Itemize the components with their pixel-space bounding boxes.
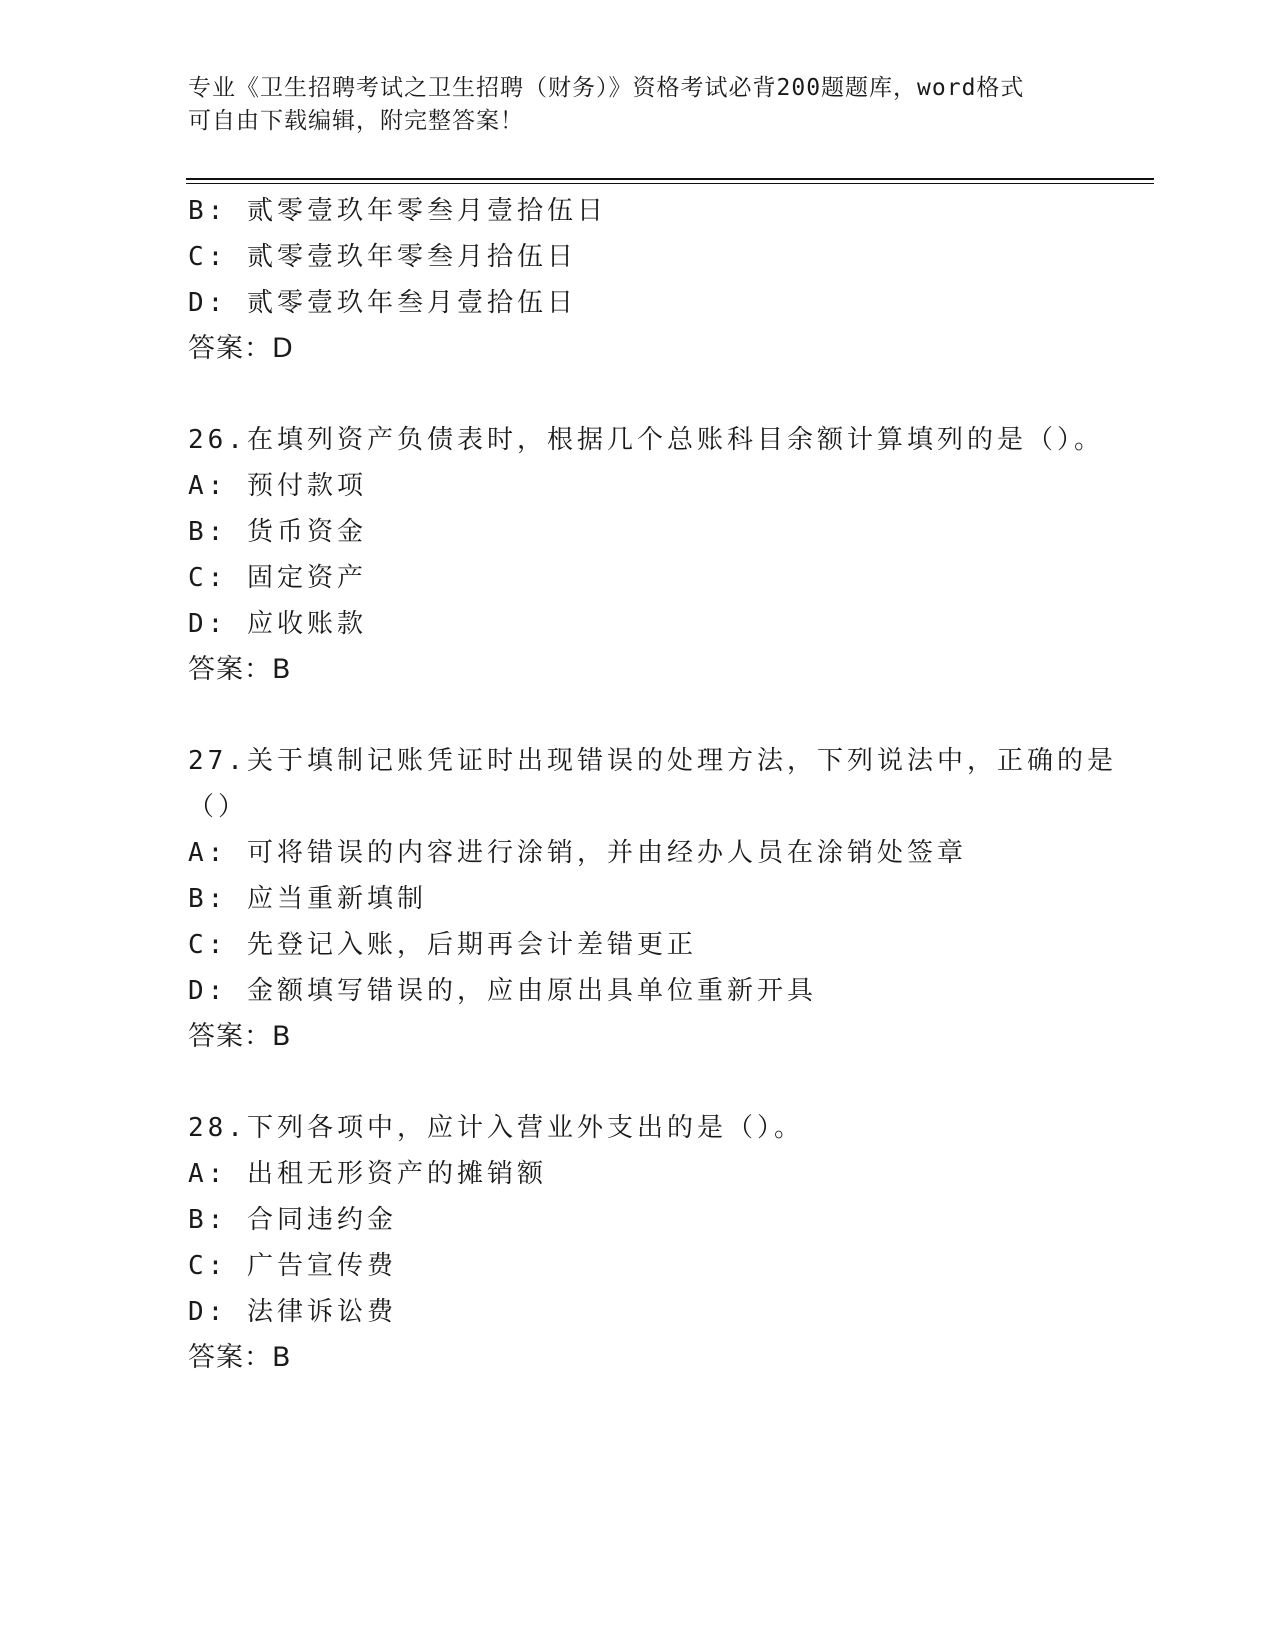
option-d: D: 金额填写错误的，应由原出具单位重新开具 (188, 976, 817, 1006)
header-title-line-2: 可自由下载编辑，附完整答案！ (188, 108, 524, 134)
header-divider-thick (186, 178, 1154, 180)
question-27 (188, 738, 1148, 1060)
answer-line: 答案：B (188, 1021, 292, 1052)
question-stem: 26.在填列资产负债表时，根据几个总账科目余额计算填列的是（）。 (188, 425, 1104, 455)
answer-line: 答案：B (188, 1342, 292, 1373)
option-c: C: 先登记入账，后期再会计差错更正 (188, 930, 697, 960)
option-d: D: 贰零壹玖年叁月壹拾伍日 (188, 288, 577, 318)
header-divider-thin (186, 183, 1154, 184)
question-stem-continuation: （） (188, 792, 249, 822)
partial-question (188, 188, 1148, 372)
document-header (188, 72, 1088, 138)
question-28 (188, 1105, 1148, 1381)
answer-line: 答案：D (188, 333, 294, 364)
question-stem: 28.下列各项中，应计入营业外支出的是（）。 (188, 1113, 804, 1143)
option-c: C: 贰零壹玖年零叁月拾伍日 (188, 242, 577, 272)
option-d: D: 应收账款 (188, 609, 367, 639)
header-title-line-1: 专业《卫生招聘考试之卫生招聘（财务）》资格考试必背200题题库，word格式 (188, 75, 1025, 101)
option-b: B: 货币资金 (188, 517, 367, 547)
option-b: B: 应当重新填制 (188, 884, 427, 914)
spacer (188, 1060, 1148, 1105)
option-c: C: 固定资产 (188, 563, 367, 593)
option-a: A: 可将错误的内容进行涂销，并由经办人员在涂销处签章 (188, 838, 967, 868)
answer-line: 答案：B (188, 654, 292, 685)
spacer (188, 372, 1148, 417)
option-a: A: 预付款项 (188, 471, 367, 501)
option-a: A: 出租无形资产的摊销额 (188, 1159, 547, 1189)
option-c: C: 广告宣传费 (188, 1251, 397, 1281)
question-stem: 27.关于填制记账凭证时出现错误的处理方法，下列说法中，正确的是 (188, 746, 1117, 776)
option-d: D: 法律诉讼费 (188, 1297, 397, 1327)
question-list (188, 188, 1148, 1381)
option-b: B: 合同违约金 (188, 1205, 397, 1235)
question-26 (188, 417, 1148, 693)
spacer (188, 693, 1148, 738)
option-b: B: 贰零壹玖年零叁月壹拾伍日 (188, 196, 607, 226)
